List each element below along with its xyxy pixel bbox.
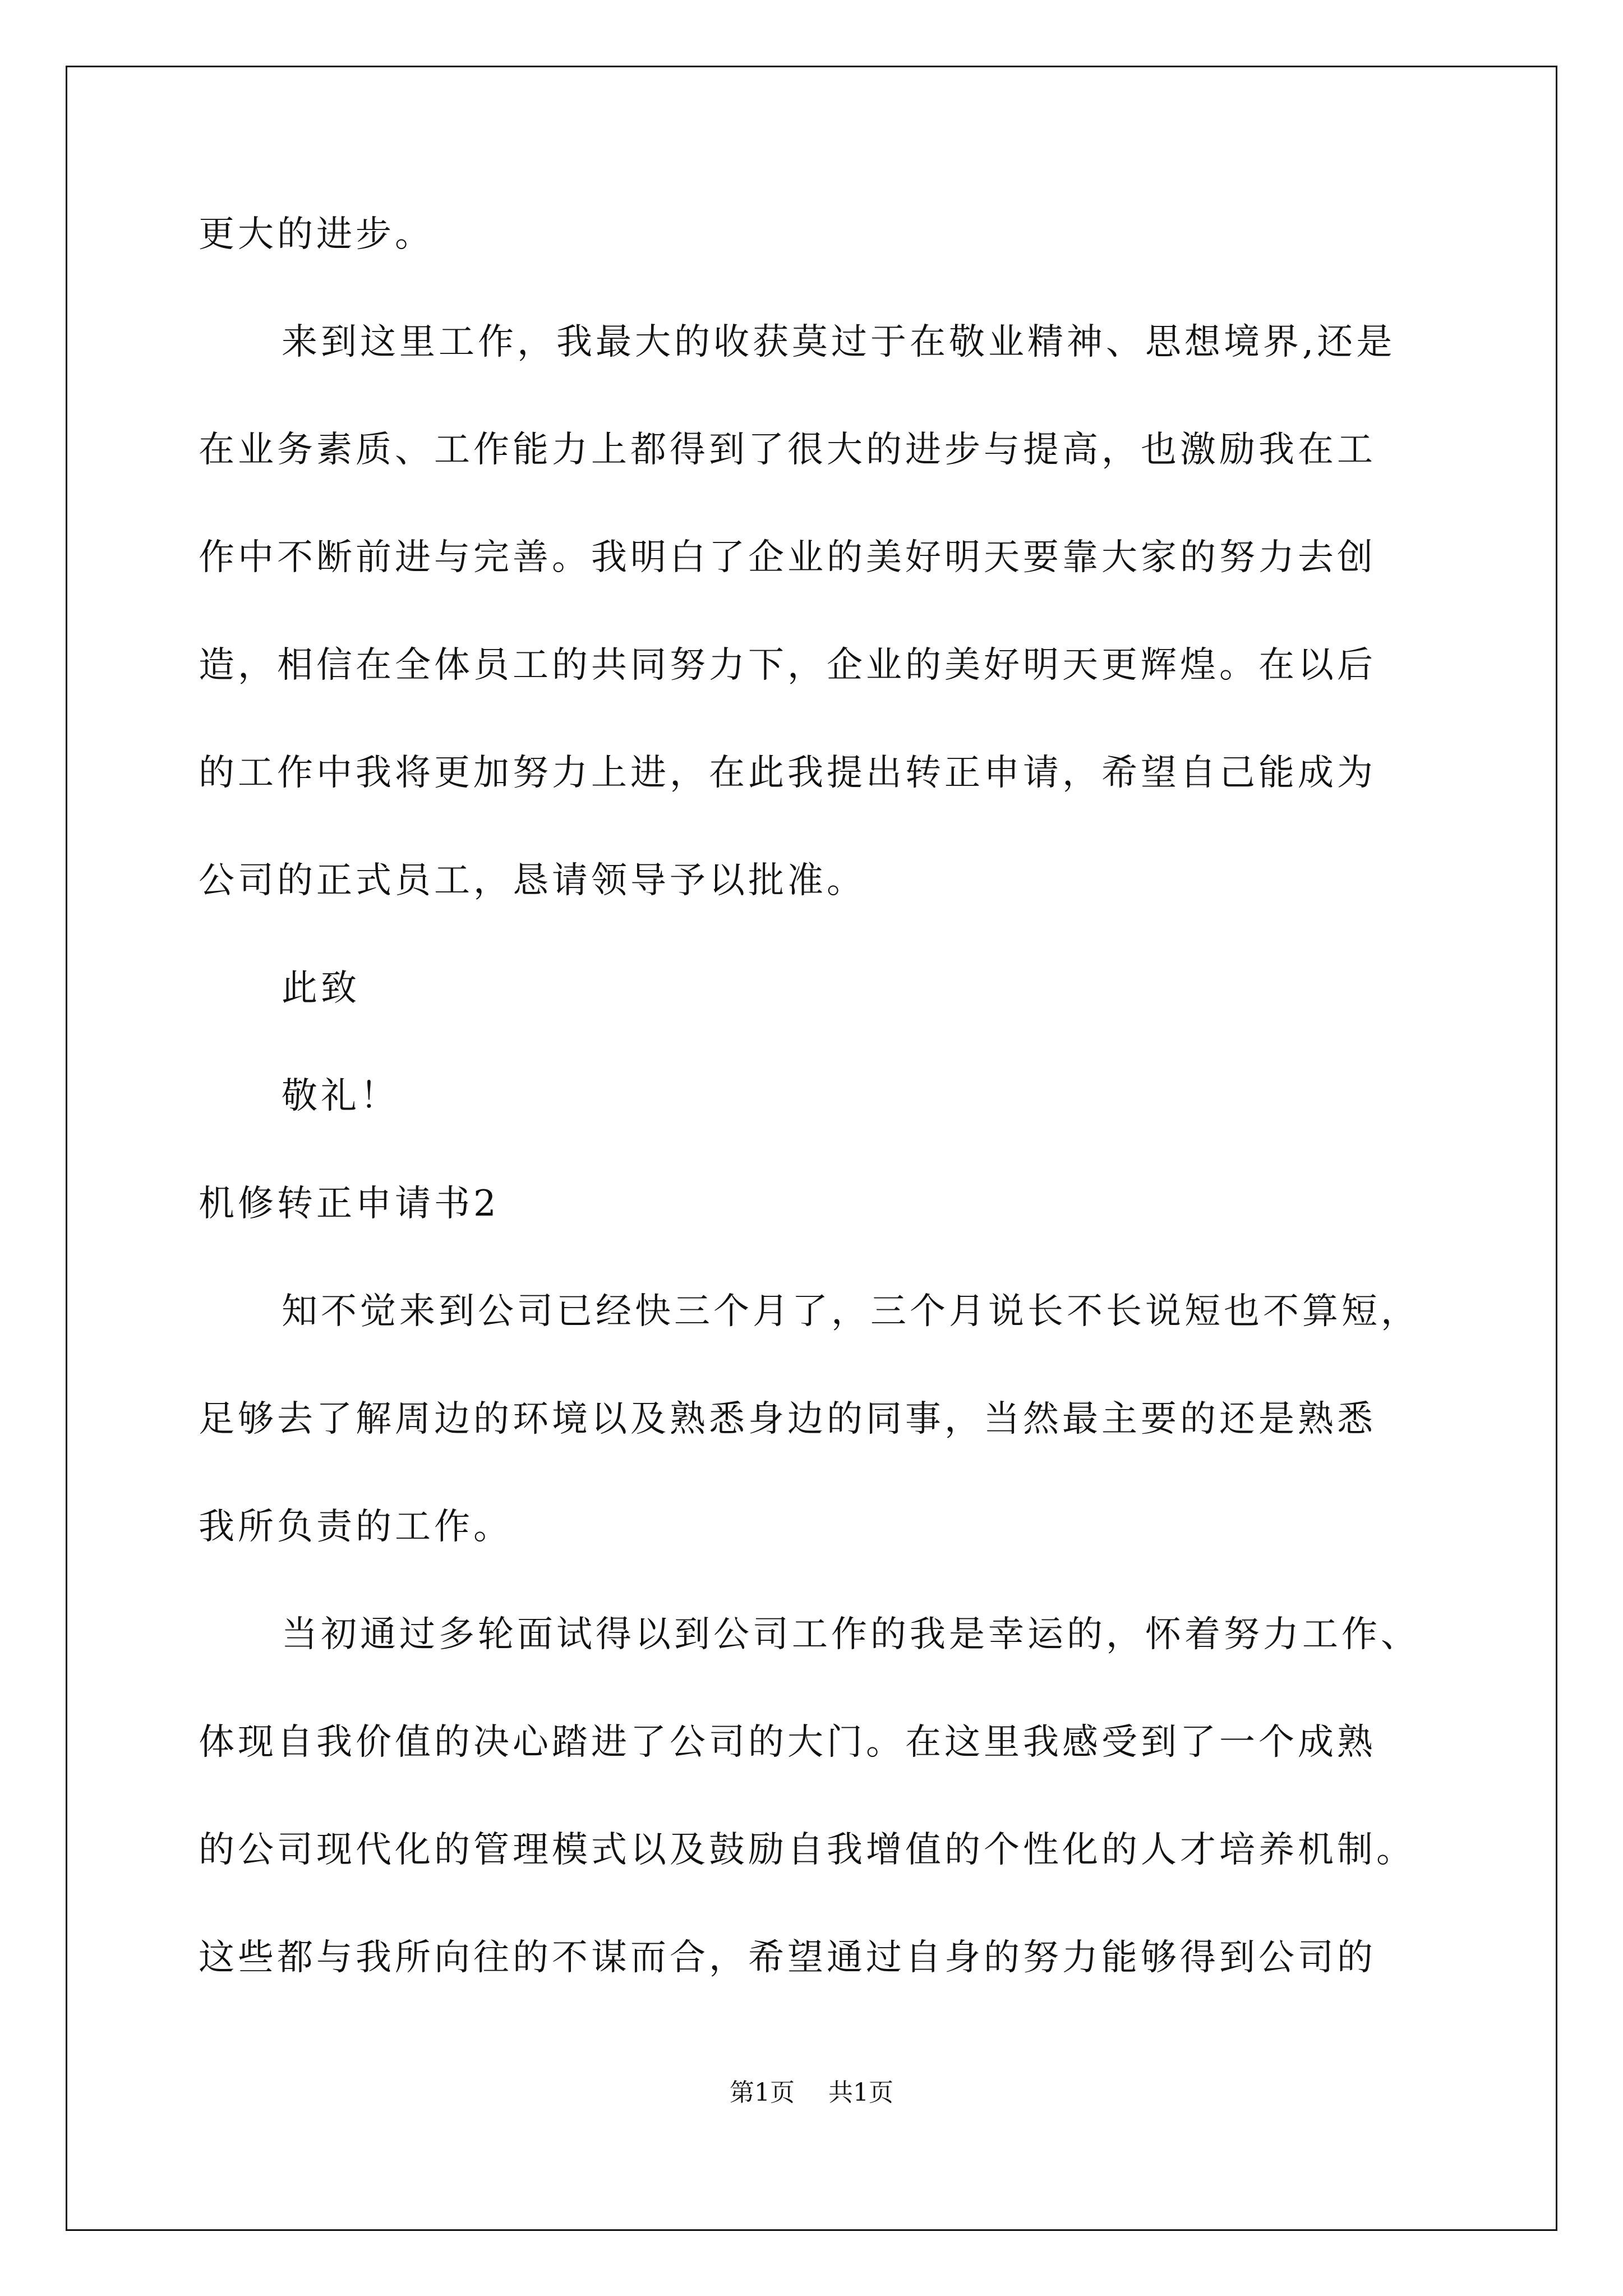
- text-line: 的工作中我将更加努力上进，在此我提出转正申请，希望自己能成为: [199, 752, 1376, 794]
- text-line: 这些都与我所向往的不谋而合，希望通过自身的努力能够得到公司的: [199, 1937, 1376, 1978]
- text-line: 知不觉来到公司已经快三个月了，三个月说长不长说短也不算短，: [282, 1291, 1420, 1332]
- page-footer: [0, 2072, 1623, 2108]
- text-line: 的公司现代化的管理模式以及鼓励自我增值的个性化的人才培养机制。: [199, 1829, 1415, 1871]
- section-title: 机修转正申请书2: [199, 1183, 500, 1225]
- text-line: 我所负责的工作。: [199, 1506, 513, 1548]
- text-line: 来到这里工作，我最大的收获莫过于在敬业精神、思想境界,还是: [282, 321, 1396, 363]
- closing-line: 此致: [282, 968, 360, 1009]
- text-line: 在业务素质、工作能力上都得到了很大的进步与提高，也激励我在工: [199, 429, 1376, 471]
- salutation-line: 敬礼！: [282, 1075, 399, 1117]
- document-body: [199, 181, 1455, 2012]
- page-count: 共1页: [828, 2078, 893, 2107]
- text-line: 足够去了解周边的环境以及熟悉身边的同事，当然最主要的还是熟悉: [199, 1398, 1376, 1440]
- text-line: 更大的进步。: [199, 214, 434, 255]
- text-line: 体现自我价值的决心踏进了公司的大门。在这里我感受到了一个成熟: [199, 1722, 1376, 1763]
- text-line: 造，相信在全体员工的共同努力下，企业的美好明天更辉煌。在以后: [199, 645, 1376, 686]
- text-line: 作中不断前进与完善。我明白了企业的美好明天要靠大家的努力去创: [199, 537, 1376, 578]
- text-line: 当初通过多轮面试得以到公司工作的我是幸运的，怀着努力工作、: [282, 1614, 1420, 1655]
- text-line: 公司的正式员工，恳请领导予以批准。: [199, 860, 866, 901]
- page-number: 第1页: [730, 2078, 795, 2107]
